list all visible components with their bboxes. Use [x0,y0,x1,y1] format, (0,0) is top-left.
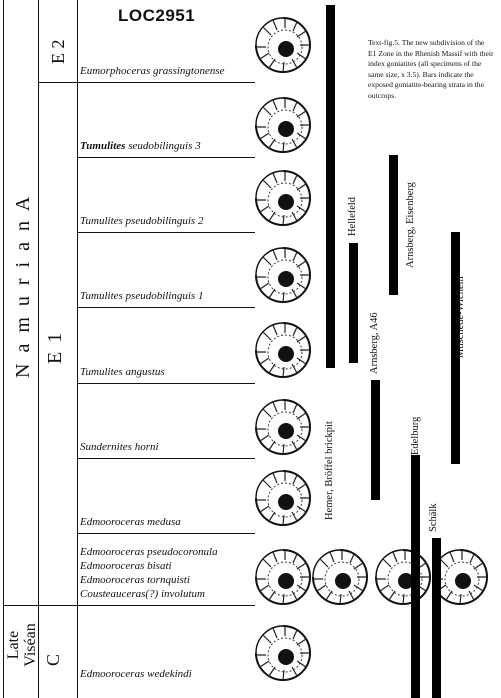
stage-namurian-label: N a m u r i a n A [12,193,34,378]
bar-hellefeld [349,243,358,363]
figure-caption: Text-fig.5. The new subdivision of the E1 Zone in the Rhenish Massif with their index goniatites (all specimens of the same size, x 3.5). Bars indicate the exposed goniatite-bearing strata in the outcrops. [368,38,494,100]
locality-label: Arnsberg, Eisenberg [405,182,416,268]
zone-species: Tumulites seudobilinguis 3 [80,140,201,152]
goniatite-icon [433,550,487,604]
zone-species: Edmooroceras wedekindi [80,668,192,680]
locality-label: Arnsberg, A46 [369,312,380,374]
goniatite-icon [256,400,310,454]
zone-species: Tumulites pseudobilinguis 2 [80,215,204,227]
locality-label: Schälk [428,503,439,532]
zone-species: Sundernites horni [80,441,159,453]
goniatite-icon [256,171,310,225]
locality-label: Hemer, Bröffel brickpit [324,421,335,520]
goniatite-icon [256,248,310,302]
bar-eisenberg-upper [389,155,398,295]
locality-label: Müschede-Wicheln [455,276,466,358]
bar-schalk [432,538,441,698]
locality-label: Hellefeld [347,196,358,236]
goniatite-icon [256,626,310,680]
stage-c-label: C [43,653,63,666]
goniatite-icon [256,323,310,377]
goniatite-icon [256,550,310,604]
locality-label: Edelburg [410,416,421,455]
goniatite-icon [256,98,310,152]
bar-arnsberg-a46 [371,380,380,500]
bar-edelburg [411,455,420,698]
stage-late-visean-label: Late Viséan [5,623,39,667]
stage-e1-label: E 1 [44,330,66,364]
goniatite-icon [313,550,367,604]
zone-species: Tumulites pseudobilinguis 1 [80,290,204,302]
goniatite-icon [256,18,310,72]
figure-title: LOC2951 [118,6,196,25]
bar-hemer [326,5,335,368]
stage-e2-label: E 2 [48,39,68,64]
zone-species: Edmooroceras medusa [80,516,181,528]
zone-species: Eumorphoceras grassingtonense [80,65,225,77]
goniatite-icon [256,471,310,525]
zone-species: Tumulites angustus [80,366,165,378]
zone-species-group: Edmooroceras pseudocoronula Edmooroceras bisati Edmooroceras tornquisti Cousteauceras(?) involutum [80,546,218,600]
goniatite-icon [376,550,430,604]
